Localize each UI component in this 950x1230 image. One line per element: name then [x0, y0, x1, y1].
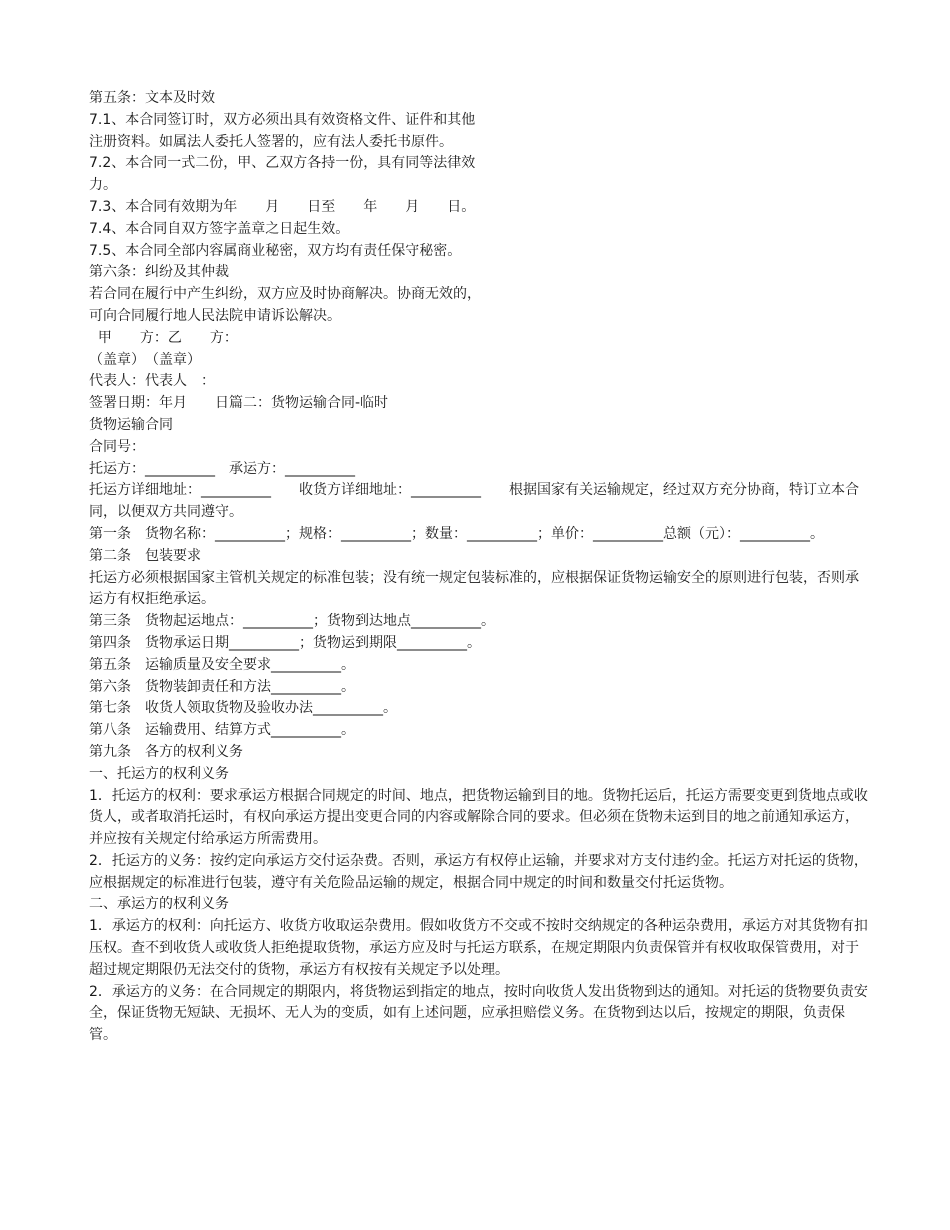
representative-line: 代表人：代表人 ：	[89, 373, 215, 390]
article-5: 第五条 运输质量及安全要求__________。	[89, 656, 355, 673]
text-line: 注册资料。如属法人委托人签署的，应有法人委托书原件。	[89, 133, 453, 150]
text-line: 力。	[89, 177, 117, 194]
article-9-title: 第九条 各方的权利义务	[89, 743, 243, 760]
text-line: 7.3、本合同有效期为年 月 日至 年 月 日。	[89, 198, 476, 215]
document-page	[89, 88, 869, 1047]
shipper-duties: 2．托运方的义务：按约定向承运方交付运杂费。否则，承运方有权停止运输，并要求对方支付违约金。托运方对托运的货物，应根据规定的标准进行包装，遵守有关危险品运输的规定，根据合同中规定的时间和数量交付托运货物。	[89, 852, 868, 891]
section-heading: 第六条：纠纷及其仲裁	[89, 264, 229, 281]
shipper-section-title: 一、托运方的权利义务	[89, 765, 229, 782]
article-3: 第三条 货物起运地点：__________；货物到达地点__________。	[89, 613, 495, 630]
article-1: 第一条 货物名称：__________；规格：__________；数量：__________；单价：__________总额（元）：__________。	[89, 525, 824, 542]
carrier-duties: 2．承运方的义务：在合同规定的期限内，将货物运到指定的地点，按时向收货人发出货物到达的通知。对托运的货物要负责安全，保证货物无短缺、无损坏、无人为的变质，如有上述问题，应承担赔偿义务。在货物到达以后，按规定的期限，负责保管。	[89, 983, 868, 1044]
contract-number: 合同号：	[89, 438, 145, 455]
text-line: 7.4、本合同自双方签字盖章之日起生效。	[89, 220, 350, 237]
article-2-title: 第二条 包装要求	[89, 547, 201, 564]
article-4: 第四条 货物承运日期__________；货物运到期限__________。	[89, 634, 481, 651]
text-line: 若合同在履行中产生纠纷，双方应及时协商解决。协商无效的，	[89, 286, 481, 303]
contract-title: 货物运输合同	[89, 416, 173, 433]
parties-fields: 托运方：__________ 承运方：__________	[89, 460, 355, 477]
address-paragraph: 托运方详细地址：__________ 收货方详细地址：__________ 根据国家有关运输规定，经过双方充分协商，特订立本合同，以便双方共同遵守。	[89, 482, 859, 521]
article-7: 第七条 收货人领取货物及验收办法__________。	[89, 700, 397, 717]
seal-line: （盖章） （盖章）	[89, 351, 201, 368]
signing-date-line: 签署日期：年月 日篇二：货物运输合同-临时	[89, 395, 389, 412]
article-6: 第六条 货物装卸责任和方法__________。	[89, 678, 355, 695]
text-line: 7.5、本合同全部内容属商业秘密，双方均有责任保守秘密。	[89, 242, 462, 259]
carrier-section-title: 二、承运方的权利义务	[89, 896, 229, 913]
text-line: 7.2、本合同一式二份，甲、乙双方各持一份，具有同等法律效	[89, 155, 476, 172]
parties-line: 甲 方：乙 方：	[89, 329, 238, 346]
text-line: 可向合同履行地人民法院申请诉讼解决。	[89, 307, 341, 324]
carrier-rights: 1．承运方的权利：向托运方、收货方收取运杂费用。假如收货方不交或不按时交纳规定的各种运杂费用，承运方对其货物有扣压权。查不到收货人或收货人拒绝提取货物，承运方应及时与托运方联系，在规定期限内负责保管并有权收取保管费用，对于超过规定期限仍无法交付的货物，承运方有权按有关规定予以处理。	[89, 918, 868, 978]
shipper-rights: 1．托运方的权利：要求承运方根据合同规定的时间、地点，把货物运输到目的地。货物托运后，托运方需要变更到货地点或收货人，或者取消托运时，有权向承运方提出变更合同的内容或解除合同的要求。但必须在货物未运到目的地之前通知承运方，并应按有关规定付给承运方所需费用。	[89, 787, 868, 848]
article-2-body: 托运方必须根据国家主管机关规定的标准包装；没有统一规定包装标准的，应根据保证货物运输安全的原则进行包装，否则承运方有权拒绝承运。	[89, 569, 859, 608]
article-8: 第八条 运输费用、结算方式__________。	[89, 722, 355, 739]
text-line: 第五条：文本及时效	[89, 90, 215, 106]
text-line: 7.1、本合同签订时，双方必须出具有效资格文件、证件和其他	[89, 111, 476, 128]
